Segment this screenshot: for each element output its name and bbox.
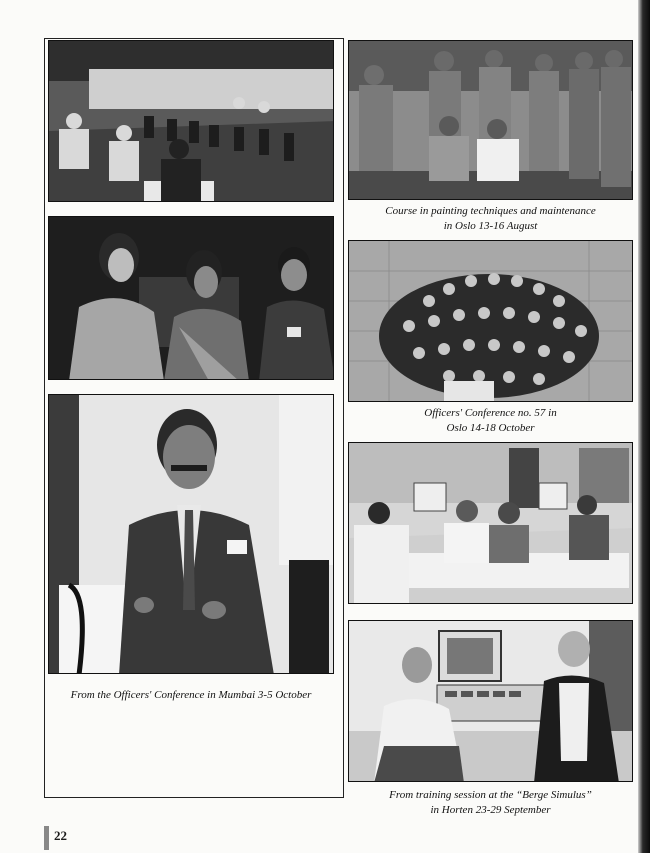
photo-berge-simulus xyxy=(348,620,633,782)
photo-three-people-talking xyxy=(48,216,334,380)
caption-painting-line-1: Course in painting techniques and maintenance xyxy=(385,205,596,217)
caption-officers-line-1: Officers' Conference no. 57 in xyxy=(424,407,557,419)
page-number: 22 xyxy=(54,828,67,843)
page-number-bar xyxy=(44,826,49,850)
caption-mumbai xyxy=(48,688,334,703)
caption-berge-simulus xyxy=(348,788,633,818)
column-divider xyxy=(343,38,344,798)
caption-mumbai-line-1: From the Officers' Conference in Mumbai 3-5 October xyxy=(70,689,312,701)
photo-conference-hall xyxy=(48,40,334,202)
photo-painting-course-group xyxy=(348,40,633,200)
caption-berge-line-2: in Horten 23-29 September xyxy=(430,804,551,816)
caption-berge-line-1: From training session at the “Berge Simulus” xyxy=(389,789,592,801)
caption-officers-57 xyxy=(348,406,633,436)
photo-simulator-classroom xyxy=(348,442,633,604)
photo-officers-conference-57 xyxy=(348,240,633,402)
caption-officers-line-2: Oslo 14-18 October xyxy=(446,422,535,434)
caption-painting-course xyxy=(348,204,633,234)
photo-speaker-mumbai xyxy=(48,394,334,674)
caption-painting-line-2: in Oslo 13-16 August xyxy=(443,220,538,232)
page-edge-shadow xyxy=(638,0,650,853)
